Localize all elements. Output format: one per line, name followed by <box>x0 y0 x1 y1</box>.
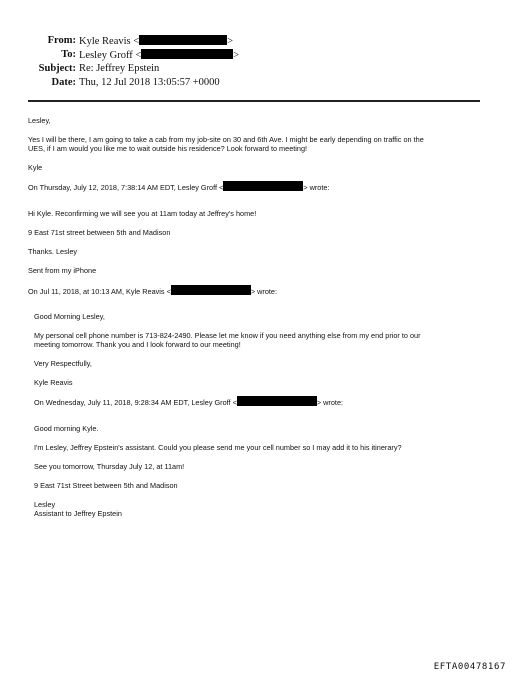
quoted-line: My personal cell phone number is 713-824-2490. Please let me know if you need anything else from my end prior to our <box>34 331 421 340</box>
to-value <box>79 49 239 61</box>
subject-row <box>0 63 512 77</box>
from-name: Kyle Reavis < <box>79 36 140 47</box>
redaction-box <box>171 285 251 295</box>
quoted-line: Very Respectfully, <box>34 359 92 368</box>
date-label: Date: <box>51 77 76 88</box>
quoted-line: 9 East 71st Street between 5th and Madison <box>34 481 178 490</box>
to-name: Lesley Groff < <box>79 50 142 61</box>
redaction-box <box>139 35 227 45</box>
subject-label: Subject: <box>38 63 76 74</box>
bates-number: EFTA00478167 <box>433 662 506 672</box>
quote-attribution-end: > wrote: <box>250 287 278 296</box>
from-label: From: <box>47 35 76 46</box>
redaction-box <box>223 181 303 191</box>
quoted-line: 9 East 71st street between 5th and Madison <box>28 228 171 237</box>
redaction-box <box>237 396 317 406</box>
to-end: > <box>233 50 240 61</box>
greeting: Lesley, <box>28 116 51 125</box>
header-divider <box>28 100 480 102</box>
to-row <box>0 49 512 63</box>
redaction-box <box>141 49 233 59</box>
quoted-line: I'm Lesley, Jeffrey Epstein's assistant. Could you please send me your cell number so I may add it to his itinerary? <box>34 443 402 452</box>
date-value: Thu, 12 Jul 2018 13:05:57 +0000 <box>79 77 220 88</box>
quoted-line: meeting tomorrow. Thank you and I look forward to our meeting! <box>34 340 241 349</box>
quote-attribution-text: On Thursday, July 12, 2018, 7:38:14 AM EDT, Lesley Groff < <box>28 183 224 192</box>
body-paragraph-line: Yes I will be there, I am going to take a cab from my job-site on 30 and 6th Ave. I might be early depending on traffic on the <box>28 135 424 144</box>
quote-attribution <box>28 181 329 193</box>
quoted-line: See you tomorrow, Thursday July 12, at 11am! <box>34 462 185 471</box>
body-paragraph-line: UES, if I am would you like me to wait outside his residence? Look forward to meeting! <box>28 144 308 153</box>
quoted-line: Good morning Kyle. <box>34 424 99 433</box>
signoff: Kyle <box>28 163 43 172</box>
quote-attribution <box>28 285 277 297</box>
quoted-line: Sent from my iPhone <box>28 266 97 275</box>
quote-attribution <box>34 396 343 408</box>
quoted-line: Lesley <box>34 500 56 509</box>
from-row <box>0 35 512 49</box>
from-end: > <box>227 36 234 47</box>
quote-attribution-text: On Jul 11, 2018, at 10:13 AM, Kyle Reavis < <box>28 287 171 296</box>
from-value <box>79 35 233 47</box>
quote-attribution-text: On Wednesday, July 11, 2018, 9:28:34 AM EDT, Lesley Groff < <box>34 398 237 407</box>
quote-attribution-end: > wrote: <box>303 183 330 192</box>
quoted-line: Assistant to Jeffrey Epstein <box>34 509 122 518</box>
subject-value: Re: Jeffrey Epstein <box>79 63 160 74</box>
quote-attribution-end: > wrote: <box>316 398 344 407</box>
to-label: To: <box>61 49 76 60</box>
quoted-line: Hi Kyle. Reconfirming we will see you at 11am today at Jeffrey's home! <box>28 209 257 218</box>
date-row <box>0 77 512 91</box>
quoted-line: Kyle Reavis <box>34 378 73 387</box>
quoted-line: Good Morning Lesley, <box>34 312 105 321</box>
quoted-line: Thanks. Lesley <box>28 247 78 256</box>
